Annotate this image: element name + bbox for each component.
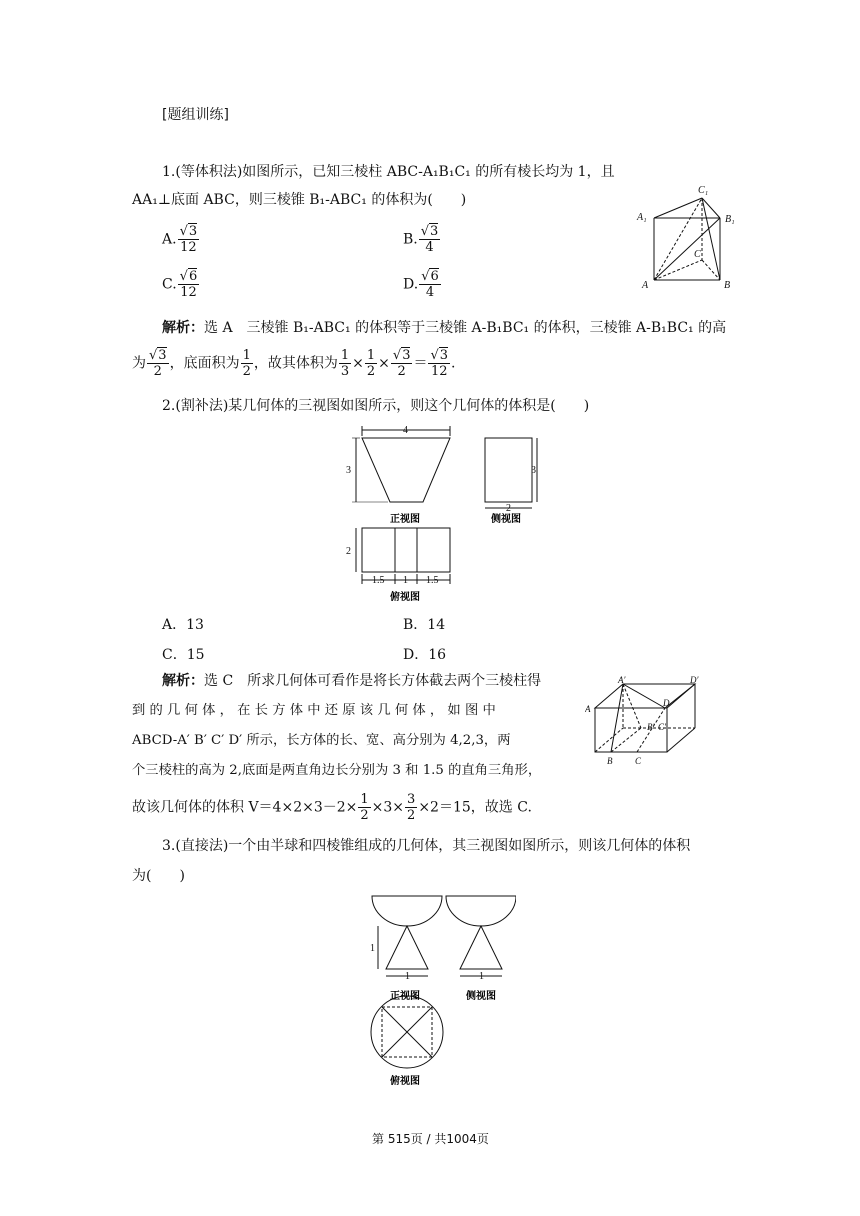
q2-option-c: C．15	[162, 647, 205, 663]
q2-analysis-line1: 解析：选 C 所求几何体可看作是将长方体截去两个三棱柱得	[162, 673, 542, 689]
q3-front-width: 1	[405, 971, 410, 982]
label-c1: C₁	[698, 185, 709, 196]
side-width-label: 2	[506, 503, 511, 514]
front-height-label: 3	[346, 465, 351, 476]
q2-analysis-line5: 故该几何体的体积 V＝4×2×3－2× $\frac{1}{2}$ ×3× $\frac{3}{2}$ ×2＝15，故选 C.	[132, 792, 532, 823]
svg-text:B′: B′	[647, 722, 655, 732]
q3-stem-line1: 3.(直接法)一个由半球和四棱锥组成的几何体，其三视图如图所示，则该几何体的体积	[162, 838, 691, 854]
label-b1: B₁	[725, 214, 735, 225]
top-height-label: 2	[346, 546, 351, 557]
page-footer: 第 515页 / 共1004页	[372, 1132, 489, 1146]
q1-analysis-line2: 为 $\frac{√3}{2}$ ，底面积为 $\frac{1}{2}$ ，故其体积为 $\frac{1}{3}$ × $\frac{1}{2}$ × $\frac{√3}{2}$ ＝ $\frac{√3}{12}$ .	[132, 348, 456, 379]
q3-top-caption: 俯视图	[390, 1076, 420, 1087]
q1-stem-line1: 1.(等体积法)如图所示，已知三棱柱 ABC-A₁B₁C₁ 的所有棱长均为 1，且	[162, 164, 615, 180]
front-width-label: 4	[403, 425, 408, 436]
q2-stem: 2.(割补法)某几何体的三视图如图所示，则这个几何体的体积是( )	[162, 398, 590, 414]
q1-analysis-line1: 解析：选 A 三棱锥 B₁-ABC₁ 的体积等于三棱锥 A-B₁BC₁ 的体积，三棱锥 A-B₁BC₁ 的高	[162, 320, 727, 336]
label-a: A	[642, 280, 649, 291]
prism-figure	[634, 180, 744, 292]
svg-text:B: B	[607, 756, 613, 766]
q3-stem-line2: 为( )	[132, 868, 185, 884]
svg-text:A′: A′	[618, 676, 626, 685]
top-seg1-label: 1.5	[372, 575, 385, 586]
svg-text:C′: C′	[658, 722, 666, 732]
top-seg2-label: 1	[403, 575, 408, 586]
q2-analysis-line3: ABCD-A′ B′ C′ D′ 所示，长方体的长、宽、高分别为 4,2,3，两	[132, 733, 511, 748]
q2-analysis-line4: 个三棱柱的高为 2,底面是两直角边长分别为 3 和 1.5 的直角三角形，	[132, 763, 542, 778]
section-title: [题组训练]	[162, 107, 229, 123]
q1-option-c: C. $\frac{√6}{12}$	[162, 269, 198, 300]
q3-front-caption: 正视图	[390, 991, 420, 1002]
q1-option-a: A. $\frac{√3}{12}$	[162, 224, 198, 255]
label-c: C	[694, 249, 701, 260]
box-figure	[585, 676, 715, 768]
q2-side-caption: 侧视图	[491, 514, 521, 525]
q2-analysis-line2: 到 的 几 何 体 ， 在 长 方 体 中 还 原 该 几 何 体 ， 如 图 中	[132, 703, 496, 718]
q2-top-caption: 俯视图	[390, 592, 420, 603]
q1-option-d: D. $\frac{√6}{4}$	[403, 269, 439, 300]
svg-text:D′: D′	[690, 676, 699, 685]
label-a1: A₁	[637, 212, 647, 223]
q3-three-views	[356, 890, 516, 1090]
svg-text:D: D	[663, 698, 670, 708]
q2-option-b: B．14	[403, 617, 446, 633]
q2-option-d: D．16	[403, 647, 447, 663]
q2-three-views	[344, 420, 544, 608]
svg-text:C: C	[635, 756, 642, 766]
label-b: B	[724, 280, 731, 291]
side-height-label: 3	[531, 465, 536, 476]
q2-front-caption: 正视图	[390, 514, 420, 525]
svg-text:A: A	[585, 704, 591, 714]
q3-side-caption: 侧视图	[466, 991, 496, 1002]
q3-side-width: 1	[479, 971, 484, 982]
q2-option-a: A．13	[162, 617, 204, 633]
q1-stem-line2: AA₁⊥底面 ABC，则三棱锥 B₁-ABC₁ 的体积为( )	[132, 192, 467, 208]
q1-option-b: B. $\frac{√3}{4}$	[403, 224, 439, 255]
q3-front-height: 1	[370, 943, 375, 954]
top-seg3-label: 1.5	[426, 575, 439, 586]
